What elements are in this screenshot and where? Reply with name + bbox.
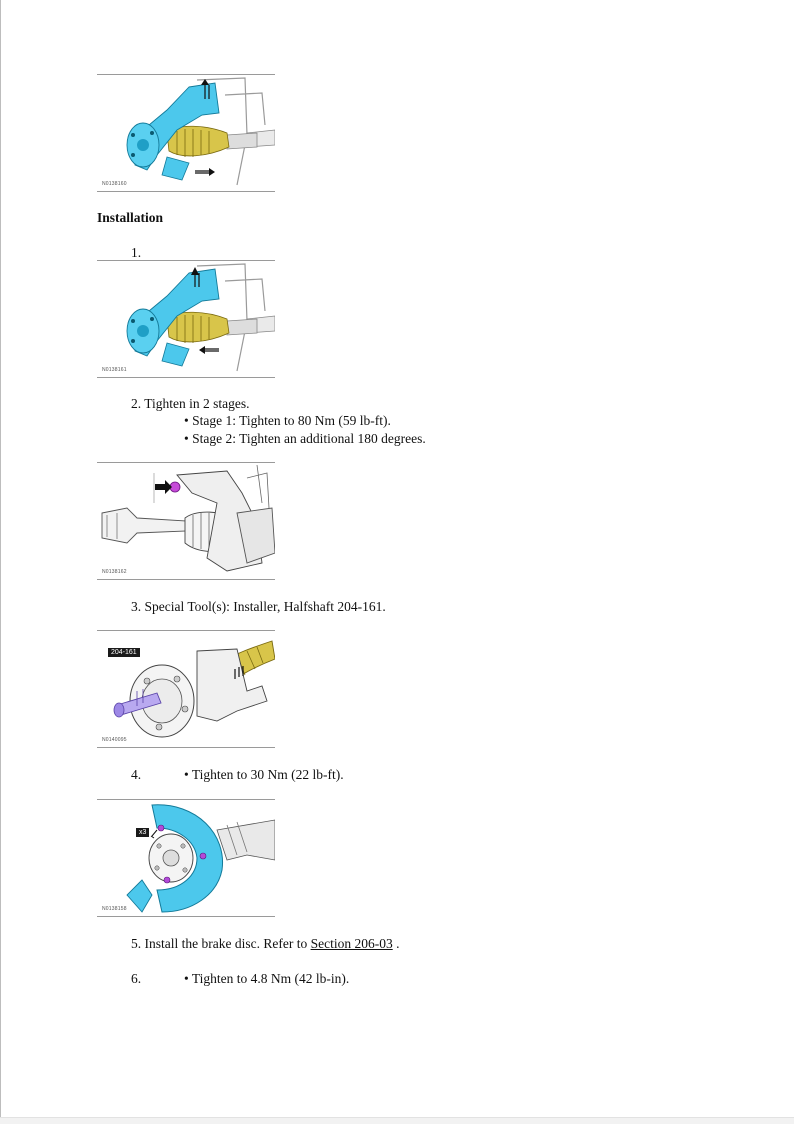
page-border — [0, 0, 1, 1123]
special-tool-label: 204-161 — [108, 648, 140, 657]
step-4-bullet-1 — [184, 767, 344, 783]
figure-id: N0138162 — [102, 569, 127, 575]
figure-id: N0138158 — [102, 906, 127, 912]
knuckle-halfshaft-illustration — [97, 75, 275, 191]
step-1-number: 1. — [131, 245, 142, 260]
step-2-bullet-1 — [184, 413, 391, 429]
figure-step-3 — [97, 630, 275, 748]
quantity-callout: x3 — [136, 828, 149, 837]
brake-shield-illustration — [97, 800, 275, 916]
step-4-number: 4. — [131, 767, 142, 782]
knuckle-halfshaft-install-illustration — [97, 261, 275, 377]
step-6-number: 6. — [131, 971, 142, 986]
figure-id: N0138161 — [102, 367, 127, 373]
step-5-text — [131, 936, 399, 952]
figure-halfshaft-removal — [97, 74, 275, 192]
section-heading: Installation — [97, 210, 164, 225]
step-2-bullet-2 — [184, 431, 426, 447]
figure-id: N0138160 — [102, 181, 127, 187]
bullet-text: Stage 1: Tighten to 80 Nm (59 lb-ft). — [192, 413, 391, 428]
bullet-text: Tighten to 4.8 Nm (42 lb-in). — [191, 971, 350, 986]
bullet-glyph: • — [184, 413, 189, 428]
figure-step-1 — [97, 260, 275, 378]
bullet-glyph: • — [184, 431, 189, 446]
bullet-glyph: • — [184, 971, 189, 986]
bullet-text: Stage 2: Tighten an additional 180 degrees. — [192, 431, 426, 446]
step-2-text: 2. Tighten in 2 stages. — [131, 396, 250, 411]
figure-id: N0140095 — [102, 737, 127, 743]
figure-step-2 — [97, 462, 275, 580]
figure-step-4 — [97, 799, 275, 917]
section-206-03-link[interactable]: Section 206-03 — [310, 936, 393, 951]
step-5-lead: 5. Install the brake disc. Refer to — [131, 936, 311, 951]
step-3-text: 3. Special Tool(s): Installer, Halfshaft 204-161. — [131, 599, 386, 614]
halfshaft-nut-illustration — [97, 463, 275, 579]
bullet-text: Tighten to 30 Nm (22 lb-ft). — [191, 767, 344, 782]
bullet-glyph: • — [184, 767, 189, 782]
step-6-bullet-1 — [184, 971, 349, 987]
step-5-tail: . — [392, 936, 400, 951]
